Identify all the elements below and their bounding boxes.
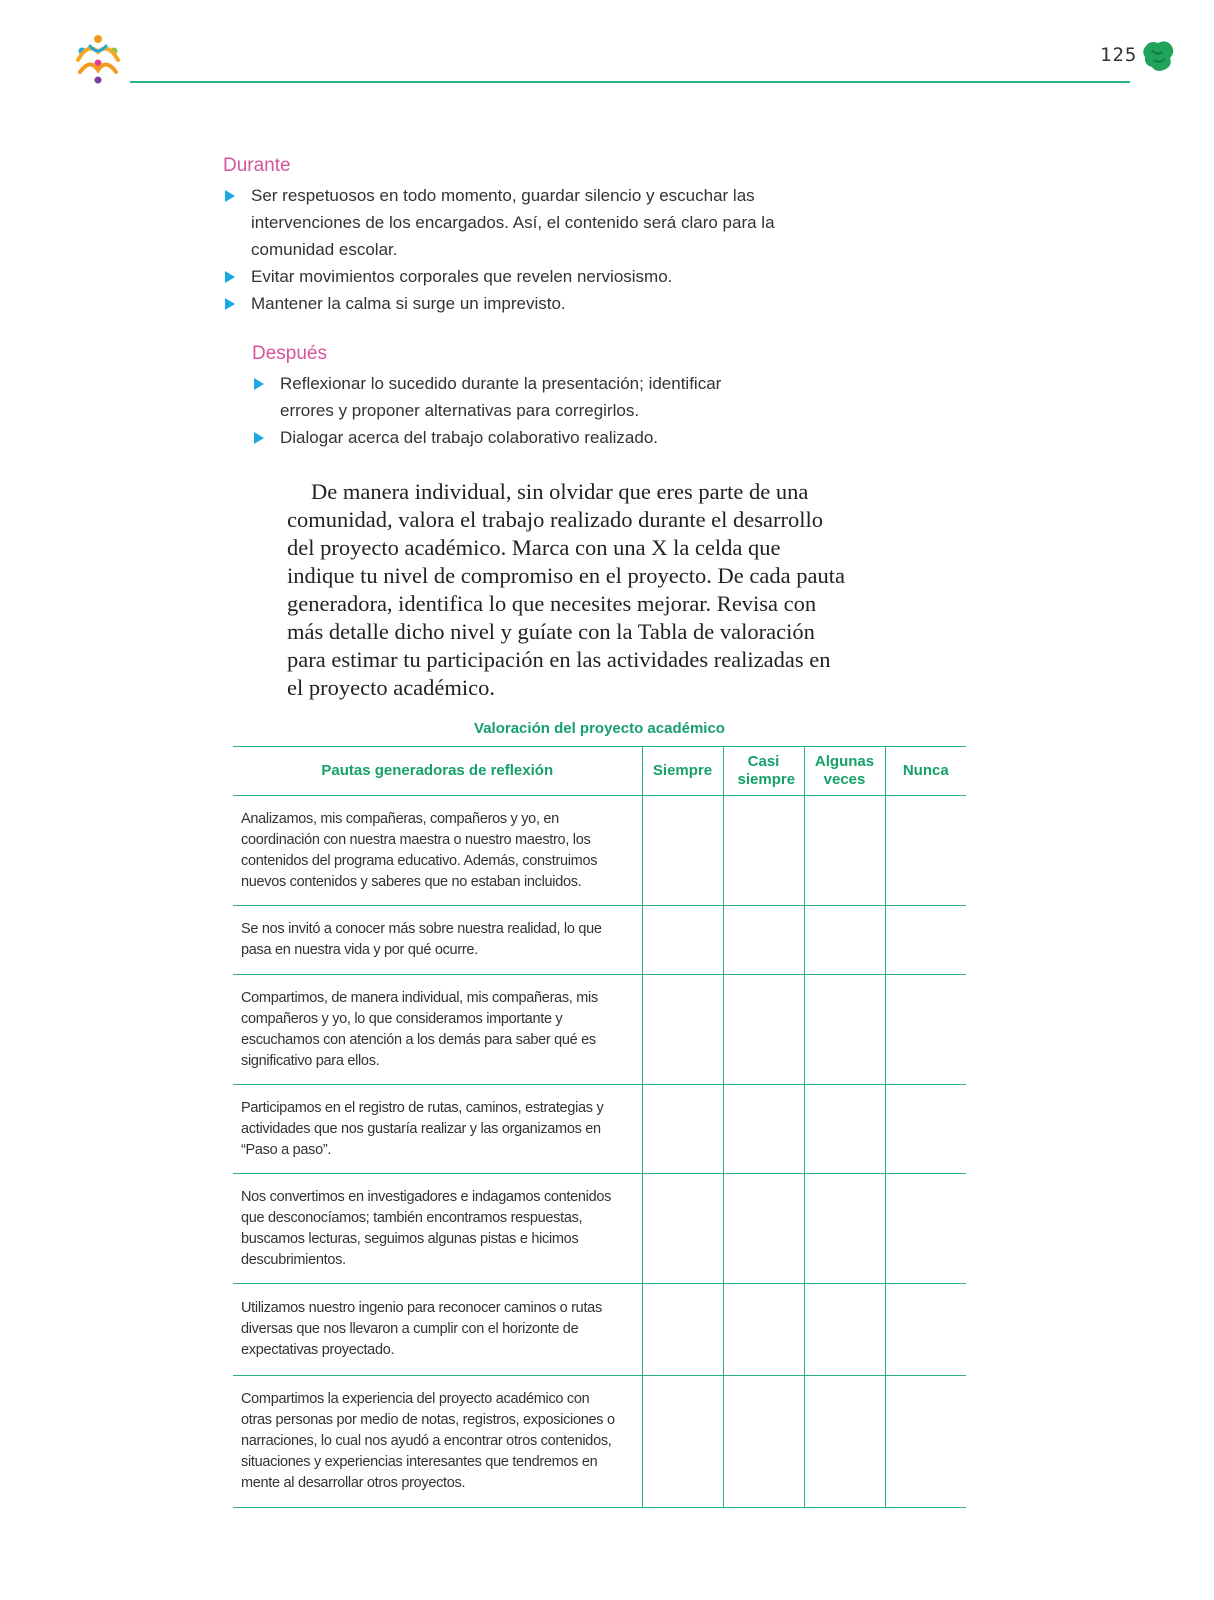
criterion-text: Compartimos la experiencia del proyecto académico con otras personas por medio de notas, registros, exposiciones o narraciones, lo cual nos ayudó a encontrar otros contenidos, situaciones y experiencias interesantes que tendremos en mente al desarrollar otros proyectos.: [233, 1376, 642, 1508]
list-item-text: Mantener la calma si surge un imprevisto.: [251, 294, 566, 313]
table-title: Valoración del proyecto académico: [474, 720, 725, 737]
rating-cell-nunca[interactable]: [885, 975, 966, 1085]
durante-heading: Durante: [223, 155, 291, 176]
table-row: [233, 1174, 966, 1284]
rating-cell-nunca[interactable]: [885, 796, 966, 906]
table-header-row: [233, 747, 966, 796]
list-item: [223, 290, 793, 317]
despues-heading: Después: [252, 343, 327, 364]
bullet-arrow-icon: [225, 271, 235, 283]
rating-cell-nunca[interactable]: [885, 906, 966, 975]
rating-cell-casi-siempre[interactable]: [723, 1085, 804, 1174]
bullet-arrow-icon: [225, 190, 235, 202]
rating-cell-algunas-veces[interactable]: [804, 1174, 885, 1284]
rating-cell-nunca[interactable]: [885, 1085, 966, 1174]
criterion-text: Nos convertimos en investigadores e indagamos contenidos que desconocíamos; también encontramos respuestas, buscamos lecturas, seguimos algunas pistas e hicimos descubrimientos.: [233, 1174, 642, 1284]
table-row: [233, 975, 966, 1085]
criterion-text: Participamos en el registro de rutas, caminos, estrategias y actividades que nos gustaría realizar y las organizamos en “Paso a paso”.: [233, 1085, 642, 1174]
bullet-arrow-icon: [225, 298, 235, 310]
rating-cell-nunca[interactable]: [885, 1174, 966, 1284]
rating-cell-algunas-veces[interactable]: [804, 1284, 885, 1376]
rating-cell-siempre[interactable]: [642, 1284, 723, 1376]
rating-cell-algunas-veces[interactable]: [804, 975, 885, 1085]
list-item: [223, 182, 793, 263]
table-row: [233, 1284, 966, 1376]
durante-list: [223, 182, 793, 317]
rating-cell-siempre[interactable]: [642, 975, 723, 1085]
header-nunca: Nunca: [885, 747, 966, 796]
rating-cell-nunca[interactable]: [885, 1376, 966, 1508]
list-item-text: Dialogar acerca del trabajo colaborativo realizado.: [280, 428, 658, 447]
rating-cell-casi-siempre[interactable]: [723, 1284, 804, 1376]
rating-cell-algunas-veces[interactable]: [804, 1376, 885, 1508]
bullet-arrow-icon: [254, 378, 264, 390]
header-siempre: Siempre: [642, 747, 723, 796]
header-rule: [130, 81, 1130, 83]
rating-cell-algunas-veces[interactable]: [804, 906, 885, 975]
rating-cell-siempre[interactable]: [642, 906, 723, 975]
rating-table: [233, 746, 966, 1508]
list-item: [252, 370, 752, 424]
rating-cell-nunca[interactable]: [885, 1284, 966, 1376]
rating-cell-casi-siempre[interactable]: [723, 1174, 804, 1284]
criterion-text: Analizamos, mis compañeras, compañeros y yo, en coordinación con nuestra maestra o nuestro maestro, los contenidos del programa educativo. Además, construimos nuevos contenidos y saberes que no estaban incluidos.: [233, 796, 642, 906]
rating-cell-siempre[interactable]: [642, 1085, 723, 1174]
list-item: [223, 263, 793, 290]
header-criteria: Pautas generadoras de reflexión: [233, 747, 642, 796]
list-item: [252, 424, 752, 451]
table-row: [233, 1376, 966, 1508]
header-algunas-veces: Algunas veces: [804, 747, 885, 796]
table-row: [233, 1085, 966, 1174]
rating-cell-casi-siempre[interactable]: [723, 796, 804, 906]
header-casi-siempre: Casi siempre: [723, 747, 804, 796]
table-row: [233, 906, 966, 975]
list-item-text: Evitar movimientos corporales que revelen nerviosismo.: [251, 267, 673, 286]
criterion-text: Compartimos, de manera individual, mis compañeras, mis compañeros y yo, lo que consideramos importante y escuchamos con atención a los demás para saber qué es significativo para ellos.: [233, 975, 642, 1085]
rating-cell-siempre[interactable]: [642, 1174, 723, 1284]
bullet-arrow-icon: [254, 432, 264, 444]
instructions-paragraph: De manera individual, sin olvidar que eres parte de una comunidad, valora el trabajo realizado durante el desarrollo del proyecto académico. Marca con una X la celda que indique tu nivel de compromiso en el proyecto. De cada pauta generadora, identifica lo que necesites mejorar. Revisa con más detalle dicho nivel y guíate con la Tabla de valoración para estimar tu participación en las actividades realizadas en el proyecto académico.: [287, 479, 845, 700]
green-blob-icon: [1140, 38, 1176, 74]
despues-list: [252, 370, 752, 451]
rating-cell-casi-siempre[interactable]: [723, 1376, 804, 1508]
table-row: [233, 796, 966, 906]
rating-cell-algunas-veces[interactable]: [804, 796, 885, 906]
rating-cell-siempre[interactable]: [642, 796, 723, 906]
list-item-text: Ser respetuosos en todo momento, guardar silencio y escuchar las intervenciones de los encargados. Así, el contenido será claro para la comunidad escolar.: [251, 186, 775, 259]
rating-cell-casi-siempre[interactable]: [723, 906, 804, 975]
colorful-dancing-figures-logo-icon: [70, 30, 126, 86]
rating-cell-casi-siempre[interactable]: [723, 975, 804, 1085]
rating-cell-algunas-veces[interactable]: [804, 1085, 885, 1174]
page-number: 125: [1100, 44, 1138, 66]
list-item-text: Reflexionar lo sucedido durante la presentación; identificar errores y proponer alternativas para corregirlos.: [280, 374, 722, 420]
rating-cell-siempre[interactable]: [642, 1376, 723, 1508]
criterion-text: Se nos invitó a conocer más sobre nuestra realidad, lo que pasa en nuestra vida y por qué ocurre.: [233, 906, 642, 975]
criterion-text: Utilizamos nuestro ingenio para reconocer caminos o rutas diversas que nos llevaron a cumplir con el horizonte de expectativas proyectado.: [233, 1284, 642, 1376]
